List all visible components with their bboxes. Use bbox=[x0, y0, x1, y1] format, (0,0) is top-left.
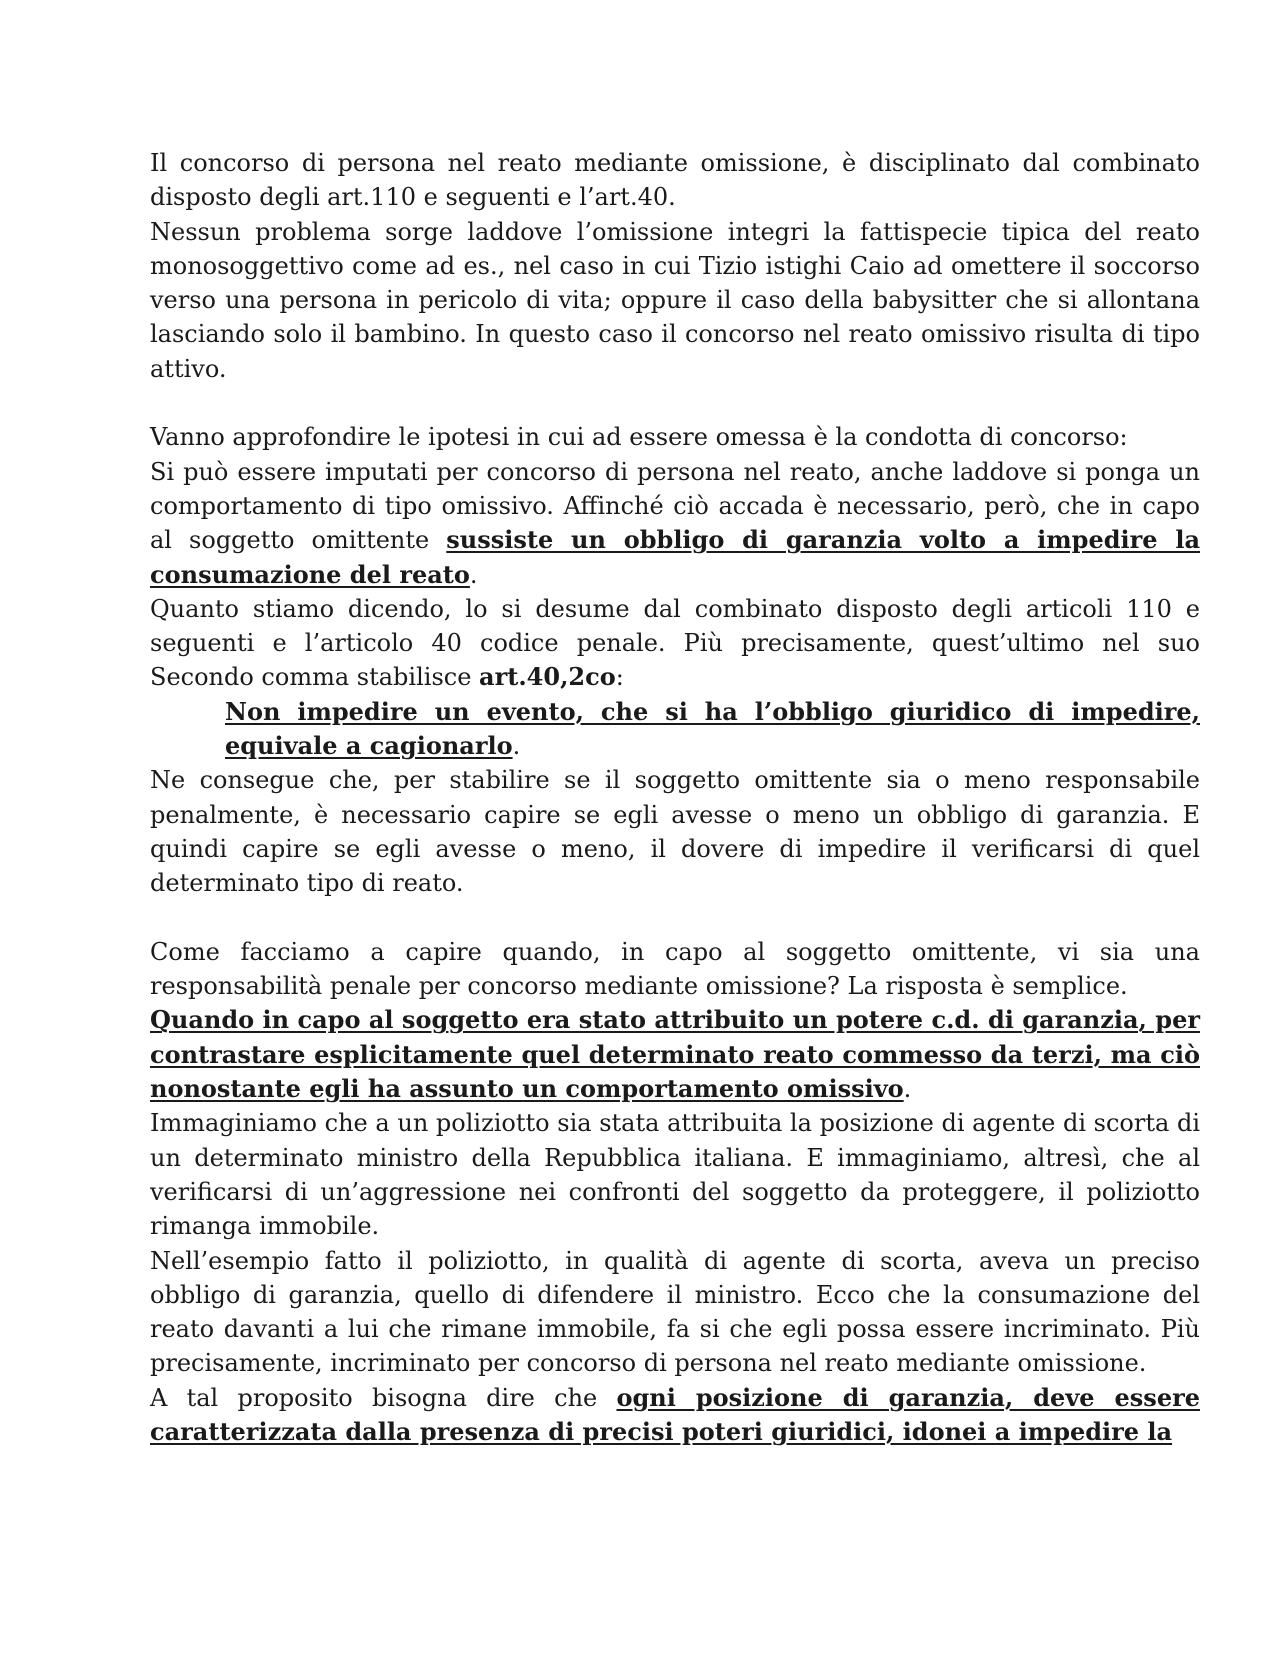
article-reference: art.40,2co bbox=[479, 662, 616, 692]
paragraph-monosoggettivo: Nessun problema sorge laddove l’omissione integri la fattispecie tipica del reato monosoggettivo come ad es., nel caso in cui Tizio istighi Caio ad omettere il soccorso verso una persona in pericolo di vita; oppure il caso della babysitter che si allontana lasciando solo il bambino. In questo caso il concorso nel reato omissivo risulta di tipo attivo. bbox=[150, 217, 1200, 383]
emphasis-poteri-giuridici: ogni posizione di garanzia, deve essere caratterizzata dalla presenza di precisi poteri giuridici, idonei a impedire la bbox=[150, 1382, 1201, 1446]
punctuation: . bbox=[903, 1075, 912, 1104]
punctuation: . bbox=[512, 732, 521, 761]
paragraph-imputazione bbox=[150, 455, 1200, 592]
paragraph-ipotesi: Vanno approfondire le ipotesi in cui ad essere omessa è la condotta di concorso: bbox=[150, 423, 1128, 452]
paragraph-esempio-analisi: Nell’esempio fatto il poliziotto, in qualità di agente di scorta, aveva un preciso obbligo di garanzia, quello di difendere il ministro. Ecco che la consumazione del reato davanti a lui che rimane immobile, fa si che egli possa essere incriminato. Più precisamente, incriminato per concorso di persona nel reato mediante omissione. bbox=[150, 1246, 1200, 1378]
paragraph-posizione-garanzia bbox=[150, 1381, 1200, 1450]
blank-line bbox=[150, 386, 1200, 420]
paragraph-domanda: Come facciamo a capire quando, in capo al soggetto omittente, vi sia una responsabilità penale per concorso mediante omissione? La risposta è semplice. bbox=[150, 937, 1200, 1001]
paragraph-combinato-text: Quanto stiamo dicendo, lo si desume dal combinato disposto degli articoli 110 e seguenti e l’articolo 40 codice penale. Più precisamente, quest’ultimo nel suo Secondo comma stabilisce bbox=[150, 594, 1200, 692]
quote-art-40 bbox=[150, 695, 1200, 764]
blank-line bbox=[150, 901, 1200, 935]
document-page bbox=[150, 146, 1200, 1449]
quote-art-40-text: Non impedire un evento, che si ha l’obbligo giuridico di impedire, equivale a cagionarlo bbox=[225, 696, 1200, 761]
paragraph-posizione-text: A tal proposito bisogna dire che bbox=[150, 1383, 617, 1412]
emphasis-obbligo-garanzia: sussiste un obbligo di garanzia volto a impedire la consumazione del reato bbox=[150, 525, 1201, 589]
paragraph-risposta bbox=[150, 1003, 1200, 1106]
paragraph-intro: Il concorso di persona nel reato mediante omissione, è disciplinato dal combinato disposto degli art.110 e seguenti e l’art.40. bbox=[150, 149, 1200, 212]
emphasis-potere-garanzia: Quando in capo al soggetto era stato attribuito un potere c.d. di garanzia, per contrastare esplicitamente quel determinato reato commesso da terzi, ma ciò nonostante egli ha assunto un comportamento omissivo bbox=[150, 1005, 1200, 1104]
paragraph-esempio-poliziotto: Immaginiamo che a un poliziotto sia stata attribuita la posizione di agente di scorta di un determinato ministro della Repubblica italiana. E immaginiamo, altresì, che al verificarsi di un’aggressione nei confronti del soggetto da proteggere, il poliziotto rimanga immobile. bbox=[150, 1109, 1200, 1241]
punctuation: : bbox=[615, 663, 624, 692]
punctuation: . bbox=[469, 560, 478, 589]
paragraph-conseguenza: Ne consegue che, per stabilire se il soggetto omittente sia o meno responsabile penalmente, è necessario capire se egli avesse o meno un obbligo di garanzia. E quindi capire se egli avesse o meno, il dovere di impedire il verificarsi di quel determinato tipo di reato. bbox=[150, 766, 1200, 898]
paragraph-imputazione-text: Si può essere imputati per concorso di persona nel reato, anche laddove si ponga un comportamento di tipo omissivo. Affinché ciò accada è necessario, però, che in capo al soggetto omittente bbox=[150, 457, 1200, 555]
paragraph-combinato-disposto bbox=[150, 592, 1200, 695]
